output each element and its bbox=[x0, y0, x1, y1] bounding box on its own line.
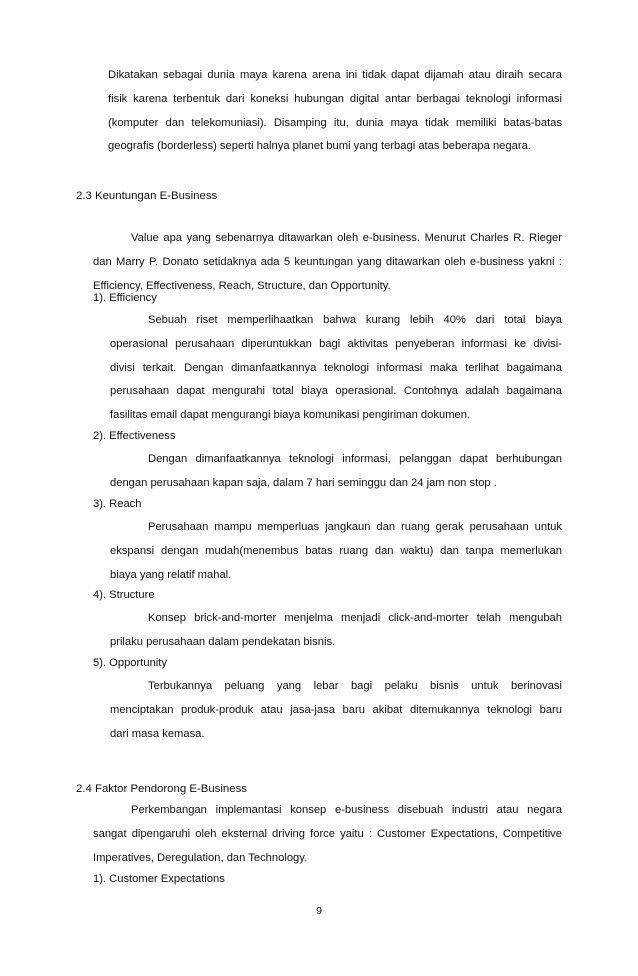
text-line: (komputer dan telekomuniasi). Disamping itu, dunia maya tidak memiliki batas-batas bbox=[108, 116, 562, 129]
section-heading-2-4: 2.4 Faktor Pendorong E-Business bbox=[76, 783, 247, 795]
text-line: dengan perusahaan kapan saja, dalam 7 hari seminggu dan 24 jam non stop . bbox=[110, 476, 497, 489]
text-line: Value apa yang sebenarnya ditawarkan oleh e-business. Menurut Charles R. Rieger bbox=[131, 232, 562, 244]
section-heading-2-3: 2.3 Keuntungan E-Business bbox=[76, 190, 218, 202]
list-item-body bbox=[110, 309, 562, 428]
text-line: operasional perusahaan diperuntukkan bagi aktivitas penyeberan informasi ke divisi- bbox=[110, 337, 562, 350]
list-item-title: 1). Efficiency bbox=[93, 292, 157, 304]
text-line: dan Marry P. Donato setidaknya ada 5 keuntungan yang ditawarkan oleh e-business yakni : bbox=[93, 255, 562, 268]
list-item-title: 4). Structure bbox=[93, 589, 155, 601]
text-line: prilaku perusahaan dalam pendekatan bisnis. bbox=[110, 635, 336, 648]
text-line: biaya yang relatif mahal. bbox=[110, 568, 232, 581]
text-line: Dengan dimanfaatkannya teknologi informasi, pelanggan dapat berhubungan bbox=[148, 453, 562, 465]
text-line: sangat dipengaruhi oleh eksternal driving force yaitu : Customer Expectations, Competitive bbox=[93, 827, 562, 840]
list-item-title: 1). Customer Expectations bbox=[93, 873, 225, 885]
text-line: Perkembangan implemantasi konsep e-business disebuah industri atau negara bbox=[131, 804, 562, 816]
list-item-title: 5). Opportunity bbox=[93, 657, 167, 669]
list-item-body bbox=[110, 448, 562, 496]
text-line: Terbukannya peluang yang lebar bagi pelaku bisnis untuk berinovasi bbox=[148, 680, 562, 692]
text-line: fisik karena terbentuk dari koneksi hubungan digital antar berbagai teknologi informasi bbox=[108, 92, 562, 105]
intro-paragraph bbox=[108, 64, 562, 159]
list-item-title: 2). Effectiveness bbox=[93, 430, 176, 442]
text-line: Imperatives, Deregulation, dan Technology. bbox=[93, 851, 308, 864]
text-line: perusahaan dapat mengurahi total biaya operasional. Contohnya adalah bagaimana bbox=[110, 385, 562, 398]
text-line: Konsep brick-and-morter menjelma menjadi click-and-morter telah mengubah bbox=[148, 612, 562, 624]
section-2-4-paragraph bbox=[93, 799, 562, 870]
text-line: Sebuah riset memperlihaatkan bahwa kurang lebih 40% dari total biaya bbox=[148, 314, 562, 326]
section-2-3-paragraph bbox=[93, 227, 562, 298]
list-item-body bbox=[110, 607, 562, 655]
page-number: 9 bbox=[316, 905, 322, 917]
text-line: fasilitas email dapat mengurangi biaya komunikasi pengiriman dokumen. bbox=[110, 409, 471, 422]
list-item-body bbox=[110, 675, 562, 746]
text-line: Perusahaan mampu memperluas jangkaun dan ruang gerak perusahaan untuk bbox=[148, 521, 562, 533]
text-line: ekspansi dengan mudah(menembus batas ruang dan waktu) dan tanpa memerlukan bbox=[110, 544, 562, 557]
text-line: geografis (borderless) seperti halnya planet bumi yang terbagi atas beberapa negara. bbox=[108, 140, 531, 153]
text-line: divisi terkait. Dengan dimanfaatkannya teknologi informasi maka terlihat bagaimana bbox=[110, 361, 562, 374]
list-item-title: 3). Reach bbox=[93, 498, 142, 510]
text-line: menciptakan produk-produk atau jasa-jasa baru akibat ditemukannya teknologi baru bbox=[110, 703, 562, 716]
list-item-body bbox=[110, 516, 562, 587]
text-line: Dikatakan sebagai dunia maya karena arena ini tidak dapat dijamah atau diraih secara bbox=[108, 69, 562, 81]
text-line: dari masa kemasa. bbox=[110, 727, 205, 740]
text-line: Efficiency, Effectiveness, Reach, Structure, dan Opportunity. bbox=[93, 279, 391, 292]
